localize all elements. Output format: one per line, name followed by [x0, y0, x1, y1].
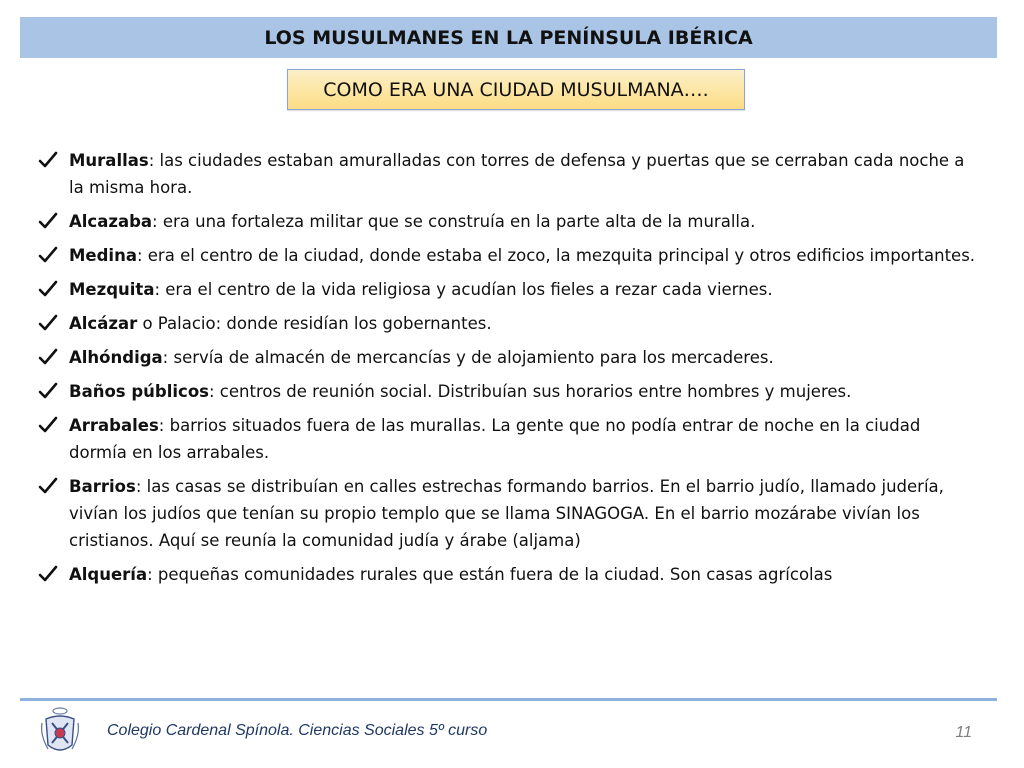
footer-divider — [20, 698, 997, 701]
title-bar — [20, 17, 997, 58]
bullet-text: : barrios situados fuera de las murallas. La gente que no podía entrar de noche en la ciudad dormía en los arrabales. — [69, 416, 921, 462]
bullet-text: o Palacio: donde residían los gobernantes. — [137, 314, 492, 333]
checkmark-icon — [38, 151, 58, 169]
bullet-text: : era el centro de la ciudad, donde estaba el zoco, la mezquita principal y otros edificios importantes. — [136, 246, 976, 265]
checkmark-icon — [38, 565, 58, 583]
page-title: LOS MUSULMANES EN LA PENÍNSULA IBÉRICA — [264, 26, 753, 49]
list-item — [36, 242, 981, 269]
list-item — [36, 473, 981, 554]
bullet-term: Arrabales — [69, 416, 159, 435]
bullet-text: : las ciudades estaban amuralladas con torres de defensa y puertas que se cerraban cada noche a la misma hora. — [69, 151, 965, 197]
bullet-text: : pequeñas comunidades rurales que están fuera de la ciudad. Son casas agrícolas — [147, 565, 833, 584]
bullet-term: Alcazaba — [69, 212, 153, 231]
checkmark-icon — [38, 416, 58, 434]
bullet-term: Medina — [69, 246, 137, 265]
checkmark-icon — [38, 246, 58, 264]
bullet-text: : era el centro de la vida religiosa y acudían los fieles a rezar cada viernes. — [154, 280, 773, 299]
list-item — [36, 147, 981, 201]
list-item — [36, 344, 981, 371]
bullet-text: : servía de almacén de mercancías y de alojamiento para los mercaderes. — [162, 348, 774, 367]
subtitle-box — [287, 69, 745, 110]
bullet-text: : las casas se distribuían en calles estrechas formando barrios. En el barrio judío, llamado judería, vivían los judíos que tenían su propio templo que se llama SINAGOGA. En el barrio mozárabe vivían los cristianos. Aquí se reunía la comunidad judía y árabe (aljama) — [69, 477, 944, 550]
list-item — [36, 412, 981, 466]
checkmark-icon — [38, 280, 58, 298]
footer-text: Colegio Cardenal Spínola. Ciencias Sociales 5º curso — [107, 722, 488, 739]
list-item — [36, 310, 981, 337]
bullet-term: Alquería — [69, 565, 148, 584]
bullet-term: Murallas — [69, 151, 149, 170]
checkmark-icon — [38, 212, 58, 230]
page-subtitle: COMO ERA UNA CIUDAD MUSULMANA…. — [323, 78, 709, 101]
bullet-term: Alcázar — [69, 314, 138, 333]
bullet-text: : centros de reunión social. Distribuían sus horarios entre hombres y mujeres. — [208, 382, 852, 401]
bullet-term: Barrios — [69, 477, 136, 496]
list-item — [36, 378, 981, 405]
list-item — [36, 276, 981, 303]
bullet-text: : era una fortaleza militar que se construía en la parte alta de la muralla. — [152, 212, 756, 231]
list-item — [36, 208, 981, 235]
bullet-term: Mezquita — [69, 280, 155, 299]
school-crest-icon — [38, 705, 82, 755]
checkmark-icon — [38, 477, 58, 495]
page-number: 11 — [955, 724, 972, 741]
list-item — [36, 561, 981, 588]
checkmark-icon — [38, 382, 58, 400]
bullet-term: Alhóndiga — [69, 348, 163, 367]
bullet-list — [36, 147, 981, 595]
checkmark-icon — [38, 348, 58, 366]
bullet-term: Baños públicos — [69, 382, 209, 401]
checkmark-icon — [38, 314, 58, 332]
